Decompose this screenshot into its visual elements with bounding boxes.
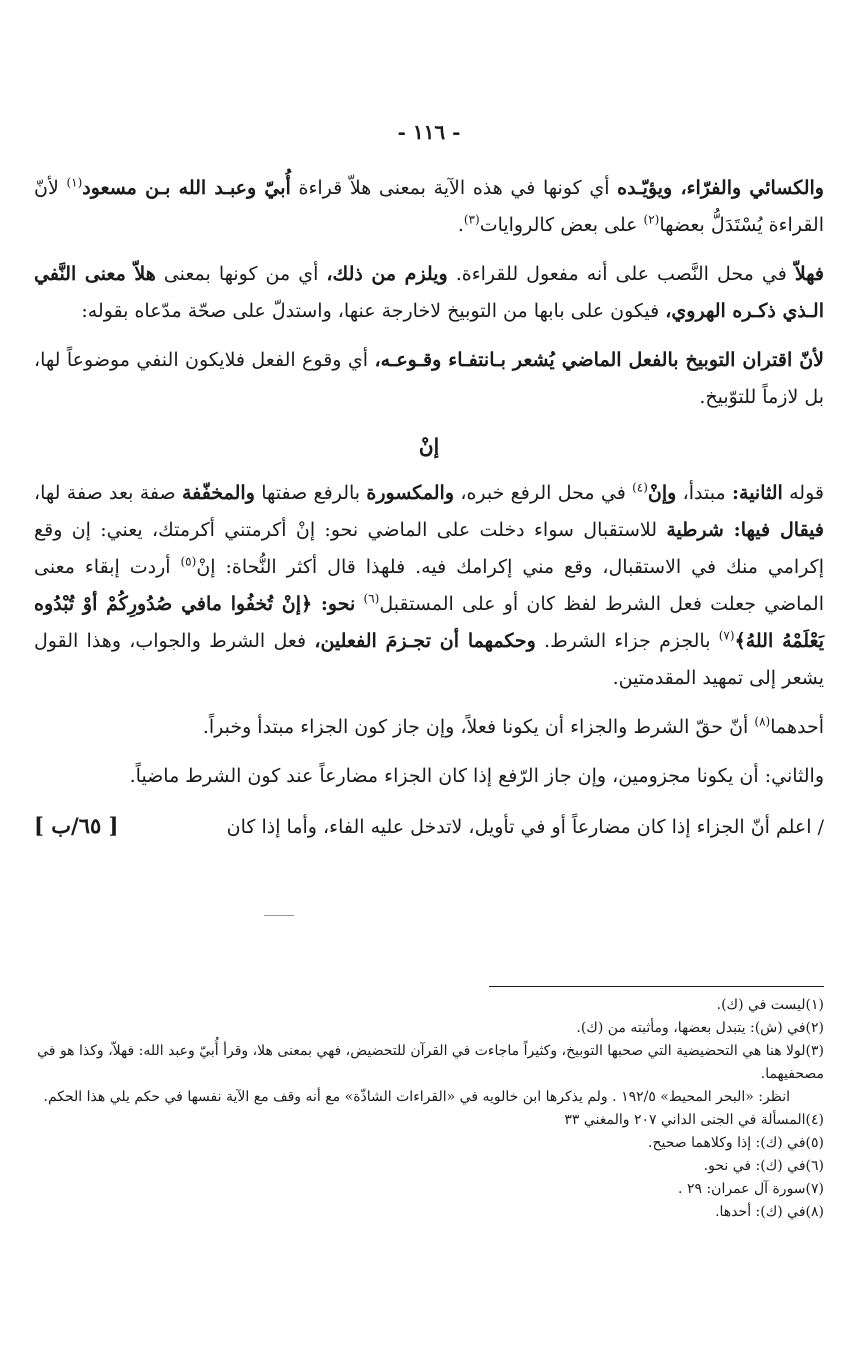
text: أي كونها في هذه الآية بمعنى هلاّ قراءة [290,177,618,199]
footnote-ref-6[interactable]: (٦) [363,591,380,606]
bold-text: لأنّ اقتران التوبيخ بالفعل الماضي يُشعر بـانتفـاء وقـوعـه، [374,349,825,371]
text: لأنّ القراءة يُسْتَدَلُّ بعضها [34,177,824,236]
text: فيكون على بابها من التوبيخ لاخارجة عنها، واستدلّ على صحّة مدّعاه بقوله: [81,300,666,322]
bold-text: وإنْ [647,482,677,504]
text: أنّ حقّ الشرط والجزاء أن يكونا فعلاً، وإن جاز كون الجزاء مبتدأ وخبراً. [202,716,755,738]
footnote-ref-8[interactable]: (٨) [754,714,771,729]
footnote-6: (٦)في (ك): في نحو. [703,1158,824,1174]
quran-verse: نحو: ﴿إنْ تُخفُوا مافي صُدُورِكُمْ أوْ تُبْدُوه يَعْلَمْهُ اللهُ﴾ [34,593,824,652]
paragraph-2 [34,256,824,330]
bold-text: والمخفّفة [181,482,255,504]
footnote-8: (٨)في (ك): أحدها. [715,1204,824,1220]
body-text [34,170,824,858]
footnote-3-continued: انظر: «البحر المحيط» ١٩٢/٥ . ولم يذكرها ابن خالويه في «القراءات الشاذّة» مع أنه وقف مع الآية نفسها في حكم يلي هذا الحكم. [43,1089,790,1105]
footnote-2: (٢)في (ش): يتبدل بعضها، ومأثبته من (ك). [576,1020,824,1036]
footnote-7: (٧)سورة آل عمران: ٢٩ . [678,1181,824,1197]
text: أردت إبقاء معنى الماضي جعلت فعل الشرط لفظ كان أو على المستقبل [34,556,824,615]
paragraph-7 [34,807,824,846]
footnote-1: (١)ليست في (ك). [716,997,824,1013]
text: بالجزم جزاء الشرط. [535,630,719,652]
paragraph-5 [34,709,824,746]
footnote-ref-7[interactable]: (٧) [718,628,735,643]
bold-text: الثانية: [732,482,783,504]
paragraph-4 [34,475,824,697]
footnote-ref-4[interactable]: (٤) [632,480,648,495]
footnote-5: (٥)في (ك): إذا وكلاهما صحيح. [648,1135,824,1151]
bold-text: فيقال فيها: شرطية [666,519,824,541]
text: قوله [782,482,824,504]
footnote-ref-1[interactable]: (١) [66,175,83,190]
text [355,593,363,615]
bold-text: هلاّ معنى النَّفي الـذي ذكـره الهروي، [34,263,824,322]
bold-text: أُبيّ وعبـد الله بـن مسعود [82,177,291,199]
footnote-3: (٣)لولا هنا هي التحضيضية التي صحبها التوبيخ، وكثيراً ماجاءت في القرآن للتحضيض، فهي بمعنى هلا، وقرأ أُبيّ وعبد الله: فهلاّ، وكذا هو في مصحفيهما. [37,1043,824,1082]
text: في محل الرفع خبره، [454,482,633,504]
footnote-ref-5[interactable]: (٥) [180,554,197,569]
bold-text: والكسائي والفرّاء، ويؤيّـده [617,177,824,199]
bold-text: فهلاّ [794,263,825,285]
text: فعل الشرط والجواب، وهذا القول يشعر إلى تمهيد المقدمتين. [34,630,824,689]
section-heading: إنْ [418,434,440,458]
text: للاستقبال سواء دخلت على الماضي نحو: إنْ أكرمتني أكرمتك، يعني: إن وقع إكرامي منك في الاستقبال، وقع مني إكرامك فيه. فلهذا قال أكثر النُّحاة: إنْ [34,519,824,578]
text: صفة بعد صفة لها، [34,482,182,504]
text: بالرفع صفتها [254,482,367,504]
paragraph-3 [34,342,824,416]
text: والثاني: أن يكونا مجزومين، وإن جاز الرّفع إذا كان الجزاء مضارعاً عند كون الشرط ماضياً. [129,765,824,787]
paragraph-6 [34,758,824,795]
divider-mark [264,915,294,916]
text: أي من كونها بمعنى [155,263,327,285]
bold-text: وحكمهما أن تجـزمَ الفعلين، [314,630,536,652]
manuscript-folio-marker: [ ٦٥/ب ] [34,813,119,838]
text: على بعض كالروايات [479,214,644,236]
footnote-separator [489,986,824,987]
text: أي وقوع الفعل فلايكون النفي موضوعاً لها، بل لازماً للتوّبيخ. [34,349,824,408]
paragraph-1 [34,170,824,244]
footnote-ref-2[interactable]: (٢) [643,212,660,227]
text: . [457,214,464,236]
text: مبتدأ، [676,482,732,504]
text: في محل النَّصب على أنه مفعول للقراءة. [447,263,795,285]
book-page [34,0,824,1363]
footnote-ref-3[interactable]: (٣) [463,212,480,227]
footnote-4: (٤)المسألة في الجنى الداني ٢٠٧ والمغني ٣٣ [564,1112,824,1128]
text: / اعلم أنّ الجزاء إذا كان مضارعاً أو في تأويل، لاتدخل عليه الفاء، وأما إذا كان [226,816,824,838]
bold-text: والمكسورة [366,482,455,504]
footnotes [34,994,824,1224]
text: أحدهما [770,716,824,738]
page-number: - ١١٦ - [397,120,461,144]
bold-text: ويلزم من ذلك، [326,263,448,285]
